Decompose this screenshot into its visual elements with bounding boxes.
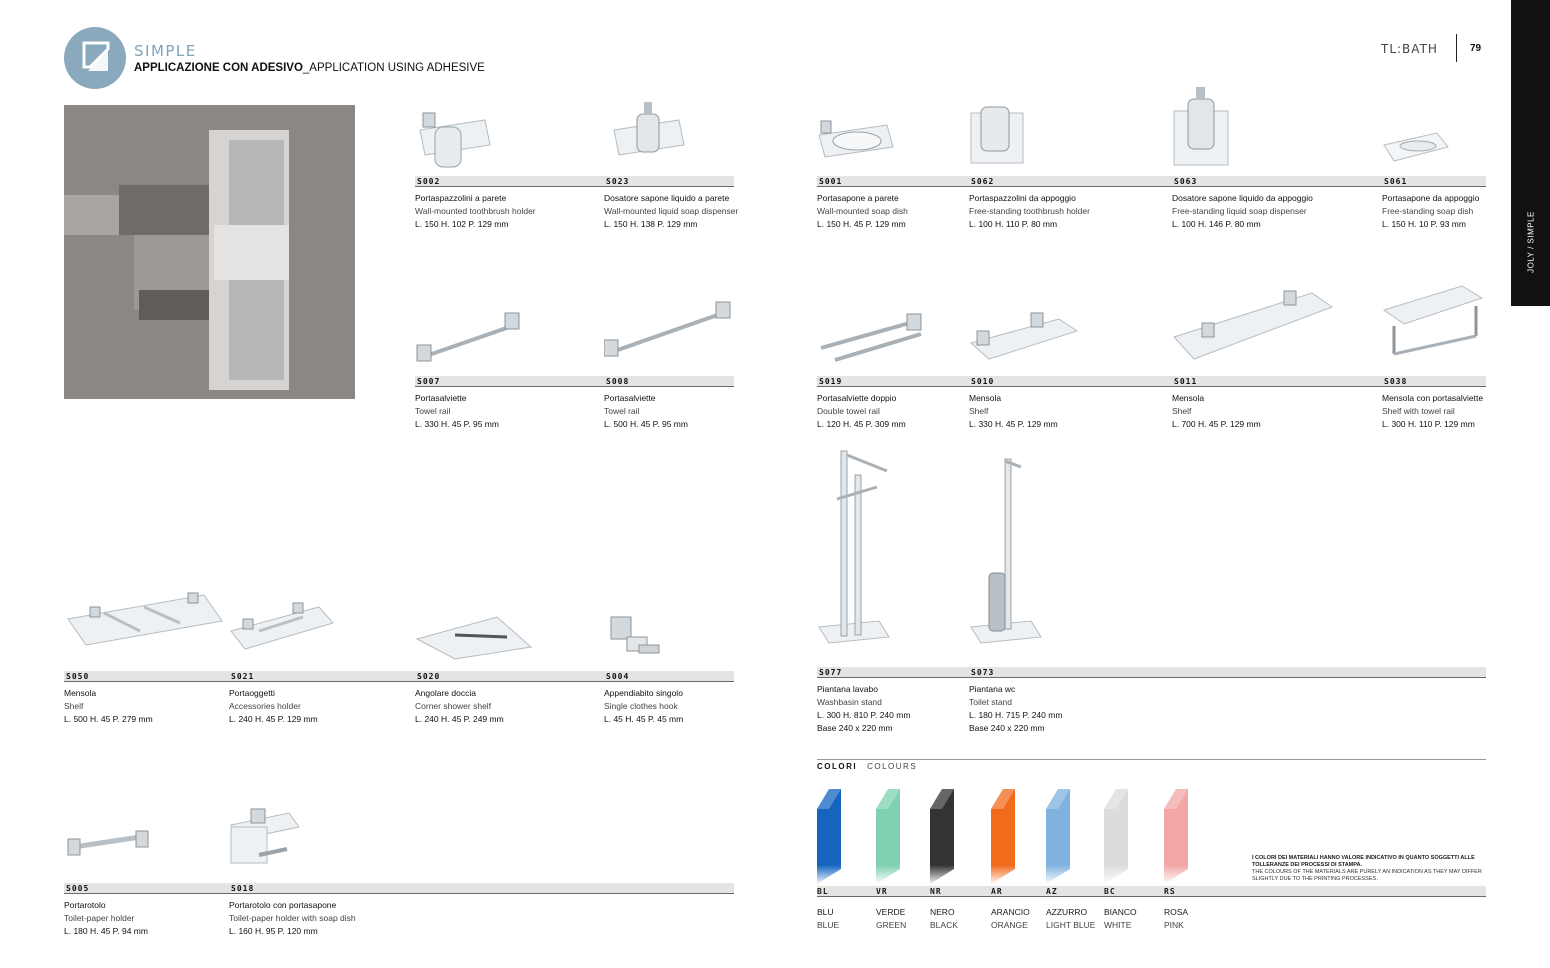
product-card — [415, 100, 545, 235]
product-card — [817, 300, 947, 435]
product-dimensions: L. 150 H. 138 P. 129 mm — [604, 219, 698, 229]
product-dimensions: L. 100 H. 110 P. 80 mm — [969, 219, 1058, 229]
product-dimensions: L. 120 H. 45 P. 309 mm — [817, 419, 906, 429]
colour-sample — [1046, 789, 1074, 884]
product-name-en: Single clothes hook — [604, 701, 678, 711]
colour-name-en: BLUE — [817, 920, 840, 930]
product-name-it: Portarotolo con portasapone — [229, 900, 337, 910]
colour-code: AR — [991, 887, 1003, 896]
product-image — [229, 805, 309, 875]
product-dimensions: L. 160 H. 95 P. 120 mm — [229, 926, 318, 936]
product-card — [817, 445, 957, 735]
product-name-en: Shelf with towel rail — [1382, 406, 1455, 416]
product-dimensions: L. 330 H. 45 P. 129 mm — [969, 419, 1058, 429]
subtitle-rest: _APPLICATION USING ADHESIVE — [302, 62, 485, 74]
colours-heading-it: COLORI — [817, 762, 858, 771]
product-image — [817, 115, 897, 165]
colour-name-en: GREEN — [876, 920, 907, 930]
product-photo — [64, 105, 355, 399]
product-code: S073 — [971, 668, 995, 677]
colour-sample — [876, 789, 904, 884]
product-dimensions: L. 45 H. 45 P. 45 mm — [604, 714, 684, 724]
product-image — [64, 585, 224, 655]
series-logo — [64, 27, 126, 89]
product-name-en: Toilet-paper holder — [64, 913, 135, 923]
product-code-bar — [604, 671, 734, 682]
product-code-bar — [817, 376, 969, 387]
product-code: S018 — [231, 884, 255, 893]
product-card — [64, 800, 224, 945]
product-code-bar — [64, 883, 229, 894]
colours-heading-en: COLOURS — [867, 762, 918, 771]
product-code-bar — [64, 671, 229, 682]
colour-name-it: ROSA — [1164, 907, 1189, 917]
product-code-bar — [229, 883, 734, 894]
colour-name-it: ARANCIO — [991, 907, 1030, 917]
colour-sample — [817, 789, 845, 884]
colour-sample — [1104, 789, 1132, 884]
product-name-it: Portasalviette doppio — [817, 393, 897, 403]
product-code-bar — [1382, 176, 1486, 187]
product-name-en: Shelf — [1172, 406, 1192, 416]
colour-sample — [1164, 789, 1192, 884]
product-image — [1172, 85, 1232, 167]
product-image — [415, 105, 495, 175]
product-name-it: Piantana lavabo — [817, 684, 878, 694]
colour-name-it: VERDE — [876, 907, 906, 917]
colour-code: VR — [876, 887, 888, 896]
product-code-bar — [415, 671, 604, 682]
product-name-it: Portaspazzolini da appoggio — [969, 193, 1076, 203]
product-code: S061 — [1384, 177, 1408, 186]
colour-code: BL — [817, 887, 829, 896]
product-name-it: Angolare doccia — [415, 688, 476, 698]
product-code-bar — [229, 671, 415, 682]
page-subtitle — [134, 62, 485, 74]
colour-code: AZ — [1046, 887, 1058, 896]
product-code: S019 — [819, 377, 843, 386]
product-dimensions: L. 500 H. 45 P. 279 mm — [64, 714, 153, 724]
product-image — [64, 825, 154, 875]
product-code: S008 — [606, 377, 630, 386]
product-card — [64, 585, 224, 735]
header-divider — [1456, 34, 1457, 62]
product-dimensions: L. 300 H. 110 P. 129 mm — [1382, 419, 1475, 429]
colour-name-it: NERO — [930, 907, 955, 917]
product-name-en: Double towel rail — [817, 406, 880, 416]
series-logo-icon — [64, 27, 126, 89]
product-card — [229, 800, 389, 945]
colour-name-en: LIGHT BLUE — [1046, 920, 1096, 930]
product-card — [1172, 280, 1332, 435]
product-card — [969, 300, 1099, 435]
product-dimensions: L. 500 H. 45 P. 95 mm — [604, 419, 688, 429]
product-dimensions: L. 150 H. 10 P. 93 mm — [1382, 219, 1466, 229]
product-name-en: Corner shower shelf — [415, 701, 492, 711]
product-code: S062 — [971, 177, 995, 186]
product-name-en: Free-standing soap dish — [1382, 206, 1474, 216]
product-name-en: Free-standing toothbrush holder — [969, 206, 1090, 216]
product-card — [604, 585, 734, 735]
product-dimensions: L. 300 H. 810 P. 240 mm — [817, 710, 911, 720]
product-image — [609, 613, 669, 673]
colour-name-en: BLACK — [930, 920, 958, 930]
product-dimensions: L. 240 H. 45 P. 129 mm — [229, 714, 318, 724]
product-name-it: Portasapone a parete — [817, 193, 899, 203]
product-code: S020 — [417, 672, 441, 681]
product-name-it: Mensola — [64, 688, 97, 698]
colour-name-en: WHITE — [1104, 920, 1132, 930]
product-code-bar — [604, 376, 734, 387]
product-name-it: Portaoggetti — [229, 688, 275, 698]
product-dimensions: L. 240 H. 45 P. 249 mm — [415, 714, 504, 724]
colour-name-it: BLU — [817, 907, 834, 917]
colour-name-it: AZZURRO — [1046, 907, 1088, 917]
product-name-en: Washbasin stand — [817, 697, 882, 707]
product-name-en: Toilet-paper holder with soap dish — [229, 913, 356, 923]
product-base: Base 240 x 220 mm — [969, 723, 1045, 733]
product-name-en: Shelf — [64, 701, 84, 711]
colour-sample — [991, 789, 1019, 884]
product-card — [415, 300, 545, 435]
product-code: S001 — [819, 177, 843, 186]
product-dimensions: L. 150 H. 45 P. 129 mm — [817, 219, 906, 229]
product-code-bar — [604, 176, 734, 187]
product-code: S002 — [417, 177, 441, 186]
product-name-it: Portarotolo — [64, 900, 106, 910]
colour-code: RS — [1164, 887, 1176, 896]
product-name-en: Toilet stand — [969, 697, 1012, 707]
series-title: SIMPLE — [134, 42, 197, 60]
product-card — [1172, 85, 1312, 235]
product-name-en: Towel rail — [604, 406, 640, 416]
subtitle-bold: APPLICAZIONE CON ADESIVO — [134, 62, 303, 74]
product-name-it: Dosatore sapone liquido da appoggio — [1172, 193, 1313, 203]
colours-code-bar — [817, 886, 1486, 897]
colour-name-it: BIANCO — [1104, 907, 1137, 917]
product-card — [1382, 280, 1486, 435]
product-code: S038 — [1384, 377, 1408, 386]
product-name-en: Free-standing liquid soap dispenser — [1172, 206, 1307, 216]
product-name-it: Portaspazzolini a parete — [415, 193, 507, 203]
colours-divider — [817, 759, 1486, 760]
product-image — [1382, 280, 1486, 360]
product-image — [229, 597, 339, 667]
product-image — [969, 445, 1049, 650]
product-card — [1382, 100, 1486, 235]
product-code: S077 — [819, 668, 843, 677]
product-name-it: Piantana wc — [969, 684, 1016, 694]
product-name-en: Wall-mounted liquid soap dispenser — [604, 206, 739, 216]
product-code: S004 — [606, 672, 630, 681]
product-code-bar — [969, 176, 1172, 187]
product-card — [604, 100, 739, 235]
colour-name-en: ORANGE — [991, 920, 1028, 930]
product-card — [969, 445, 1109, 735]
colours-note-it: I COLORI DEI MATERIALI HANNO VALORE INDICATIVO IN QUANTO SOGGETTI ALLE TOLLERANZE DEI PROCESSI DI STAMPA. — [1252, 855, 1475, 868]
product-image — [1172, 285, 1337, 365]
product-name-en: Towel rail — [415, 406, 451, 416]
product-dimensions: L. 330 H. 45 P. 95 mm — [415, 419, 499, 429]
product-dimensions: L. 150 H. 102 P. 129 mm — [415, 219, 509, 229]
product-code-bar — [969, 376, 1172, 387]
product-code-bar — [817, 176, 969, 187]
product-code-bar — [1172, 176, 1382, 187]
product-card — [604, 300, 734, 435]
product-name-it: Portasalviette — [415, 393, 467, 403]
product-name-it: Mensola con portasalviette — [1382, 393, 1484, 403]
product-name-en: Shelf — [969, 406, 989, 416]
product-name-en: Wall-mounted soap dish — [817, 206, 908, 216]
product-image — [969, 305, 1079, 370]
product-dimensions: L. 100 H. 146 P. 80 mm — [1172, 219, 1261, 229]
product-name-it: Mensola — [969, 393, 1002, 403]
product-code: S023 — [606, 177, 630, 186]
product-code-bar — [1382, 376, 1486, 387]
product-dimensions: L. 700 H. 45 P. 129 mm — [1172, 419, 1261, 429]
product-code-bar — [1172, 376, 1382, 387]
product-name-it: Mensola — [1172, 393, 1205, 403]
product-code-bar — [969, 667, 1486, 678]
side-tab-label: JOLY / SIMPLE — [1526, 211, 1536, 273]
colours-heading — [817, 762, 917, 771]
product-image — [969, 105, 1029, 165]
product-image — [604, 300, 734, 365]
product-base: Base 240 x 220 mm — [817, 723, 893, 733]
colour-code: BC — [1104, 887, 1116, 896]
product-card — [817, 100, 947, 235]
product-code-bar — [415, 376, 604, 387]
product-dimensions: L. 180 H. 45 P. 94 mm — [64, 926, 148, 936]
product-code: S007 — [417, 377, 441, 386]
product-name-it: Portasapone da appoggio — [1382, 193, 1480, 203]
product-name-it: Dosatore sapone liquido a parete — [604, 193, 730, 203]
product-card — [229, 585, 389, 735]
colours-note-en: THE COLOURS OF THE MATERIALS ARE PURELY AN INDICATION AS THEY MAY DIFFER SLIGHTLY DUE TO THE PRINTING PROCESSES. — [1252, 869, 1482, 882]
product-code: S050 — [66, 672, 90, 681]
product-code: S011 — [1174, 377, 1198, 386]
colour-sample — [930, 789, 958, 884]
product-name-it: Portasalviette — [604, 393, 656, 403]
product-image — [609, 100, 689, 170]
product-code: S021 — [231, 672, 255, 681]
product-code: S005 — [66, 884, 90, 893]
product-code-bar — [415, 176, 604, 187]
product-code: S010 — [971, 377, 995, 386]
product-dimensions: L. 180 H. 715 P. 240 mm — [969, 710, 1063, 720]
brand-logo: TL:BATH — [1381, 42, 1438, 56]
product-image — [415, 305, 525, 370]
product-card — [969, 100, 1099, 235]
page-number: 79 — [1470, 43, 1482, 54]
colour-code: NR — [930, 887, 942, 896]
product-image — [1382, 115, 1452, 165]
product-card — [415, 585, 575, 735]
product-code-bar — [817, 667, 969, 678]
product-image — [817, 445, 897, 650]
product-code: S063 — [1174, 177, 1198, 186]
colour-name-en: PINK — [1164, 920, 1184, 930]
product-image — [817, 308, 927, 373]
product-name-it: Appendiabito singolo — [604, 688, 683, 698]
product-name-en: Wall-mounted toothbrush holder — [415, 206, 536, 216]
product-name-en: Accessories holder — [229, 701, 301, 711]
